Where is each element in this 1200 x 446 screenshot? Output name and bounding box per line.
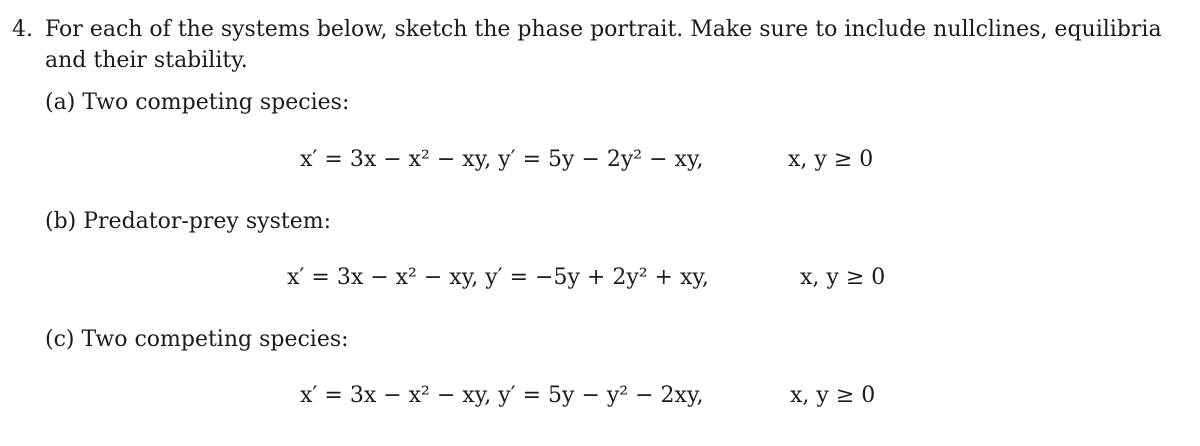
part-b-condition: x, y ≥ 0	[800, 265, 886, 290]
problem-number: 4.	[12, 17, 33, 42]
part-c-label: (c) Two competing species:	[45, 327, 349, 352]
problem-statement	[12, 14, 1182, 76]
part-a-condition: x, y ≥ 0	[788, 147, 874, 172]
part-c-condition: x, y ≥ 0	[790, 383, 876, 408]
part-a-equation: x′ = 3x − x² − xy, y′ = 5y − 2y² − xy,	[300, 147, 704, 172]
part-b-label: (b) Predator-prey system:	[45, 209, 331, 234]
part-a-label: (a) Two competing species:	[45, 90, 350, 115]
problem-line-1	[12, 14, 1182, 45]
problem-text-line-2: and their stability.	[45, 48, 248, 73]
part-c-equation: x′ = 3x − x² − xy, y′ = 5y − y² − 2xy,	[300, 383, 704, 408]
problem-text-line-1: For each of the systems below, sketch the phase portrait. Make sure to include nullclines, equilibria	[45, 17, 1162, 42]
part-b-equation: x′ = 3x − x² − xy, y′ = −5y + 2y² + xy,	[287, 265, 709, 290]
